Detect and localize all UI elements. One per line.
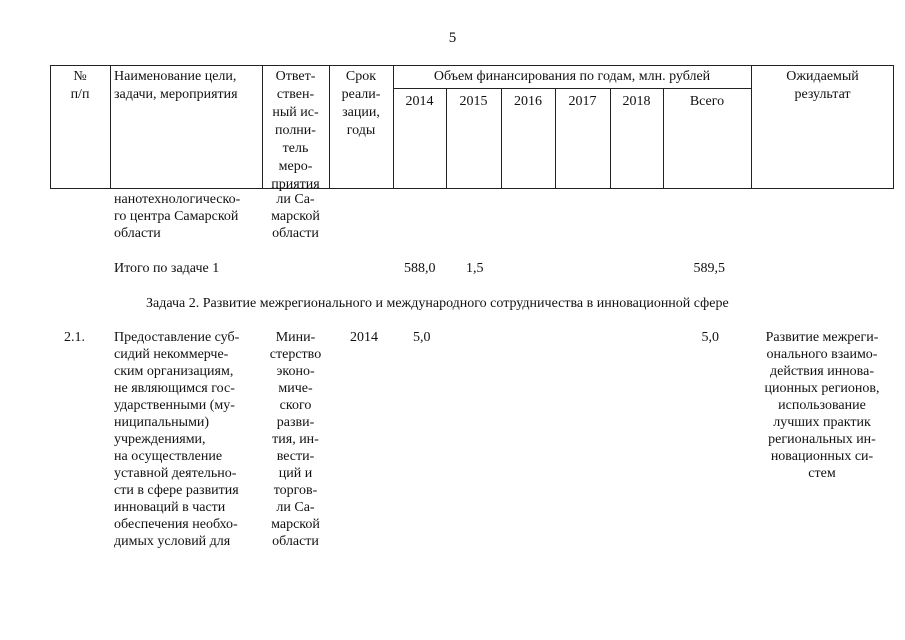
header-year-total: Всего: [689, 94, 725, 109]
row-2-1-term: 2014: [350, 330, 378, 345]
total-row-2015: 1,5: [466, 261, 484, 276]
row-2-1-num: 2.1.: [64, 330, 85, 345]
header-name: Наименование цели, задачи, мероприятия: [114, 69, 238, 102]
total-row-label: Итого по задаче 1: [114, 261, 220, 276]
row-2-1-responsible: Мини- стерство эконо- миче- ского разви- тия, ин- вести- ций и торгов- ли Са- марской области: [269, 330, 322, 549]
header-result: Ожидаемый результат: [786, 69, 859, 102]
header-funding-title: Объем финансирования по годам, млн. рублей: [433, 69, 711, 84]
task2-title: Задача 2. Развитие межрегионального и международного сотрудничества в инновационной сфере: [146, 296, 729, 311]
cont-row-responsible: ли Са- марской области: [271, 192, 320, 241]
row-2-1-total: 5,0: [701, 330, 719, 345]
header-num: № п/п: [70, 69, 90, 102]
row-2-1-name: Предоставление суб- сидий некоммерче- ским организациям, не являющимся гос- ударственными (му- ниципальными) учреждениями, на осуществление уставной деятельно- сти в сфере развития инноваций в части обеспечения необхо- димых условий для: [114, 330, 240, 549]
row-2-1-result: Развитие межреги- онального взаимо- действия иннова- ционных регионов, использование лучших практик региональных ин- новационных си- стем: [764, 330, 880, 481]
header-year-2017: 2017: [568, 94, 597, 109]
header-year-2014: 2014: [405, 94, 434, 109]
row-2-1-2014: 5,0: [413, 330, 431, 345]
header-year-2018: 2018: [622, 94, 651, 109]
total-row-2014: 588,0: [404, 261, 436, 276]
header-responsible: Ответ- ствен- ный ис- полни- тель меро- приятия: [271, 69, 320, 192]
header-year-2015: 2015: [459, 94, 488, 109]
header-term: Срок реали- зации, годы: [341, 69, 381, 138]
page-number: 5: [448, 30, 457, 46]
cont-row-name: нанотехнологическо- го центра Самарской области: [114, 192, 241, 241]
header-year-2016: 2016: [514, 94, 542, 109]
total-row-total: 589,5: [693, 261, 725, 276]
